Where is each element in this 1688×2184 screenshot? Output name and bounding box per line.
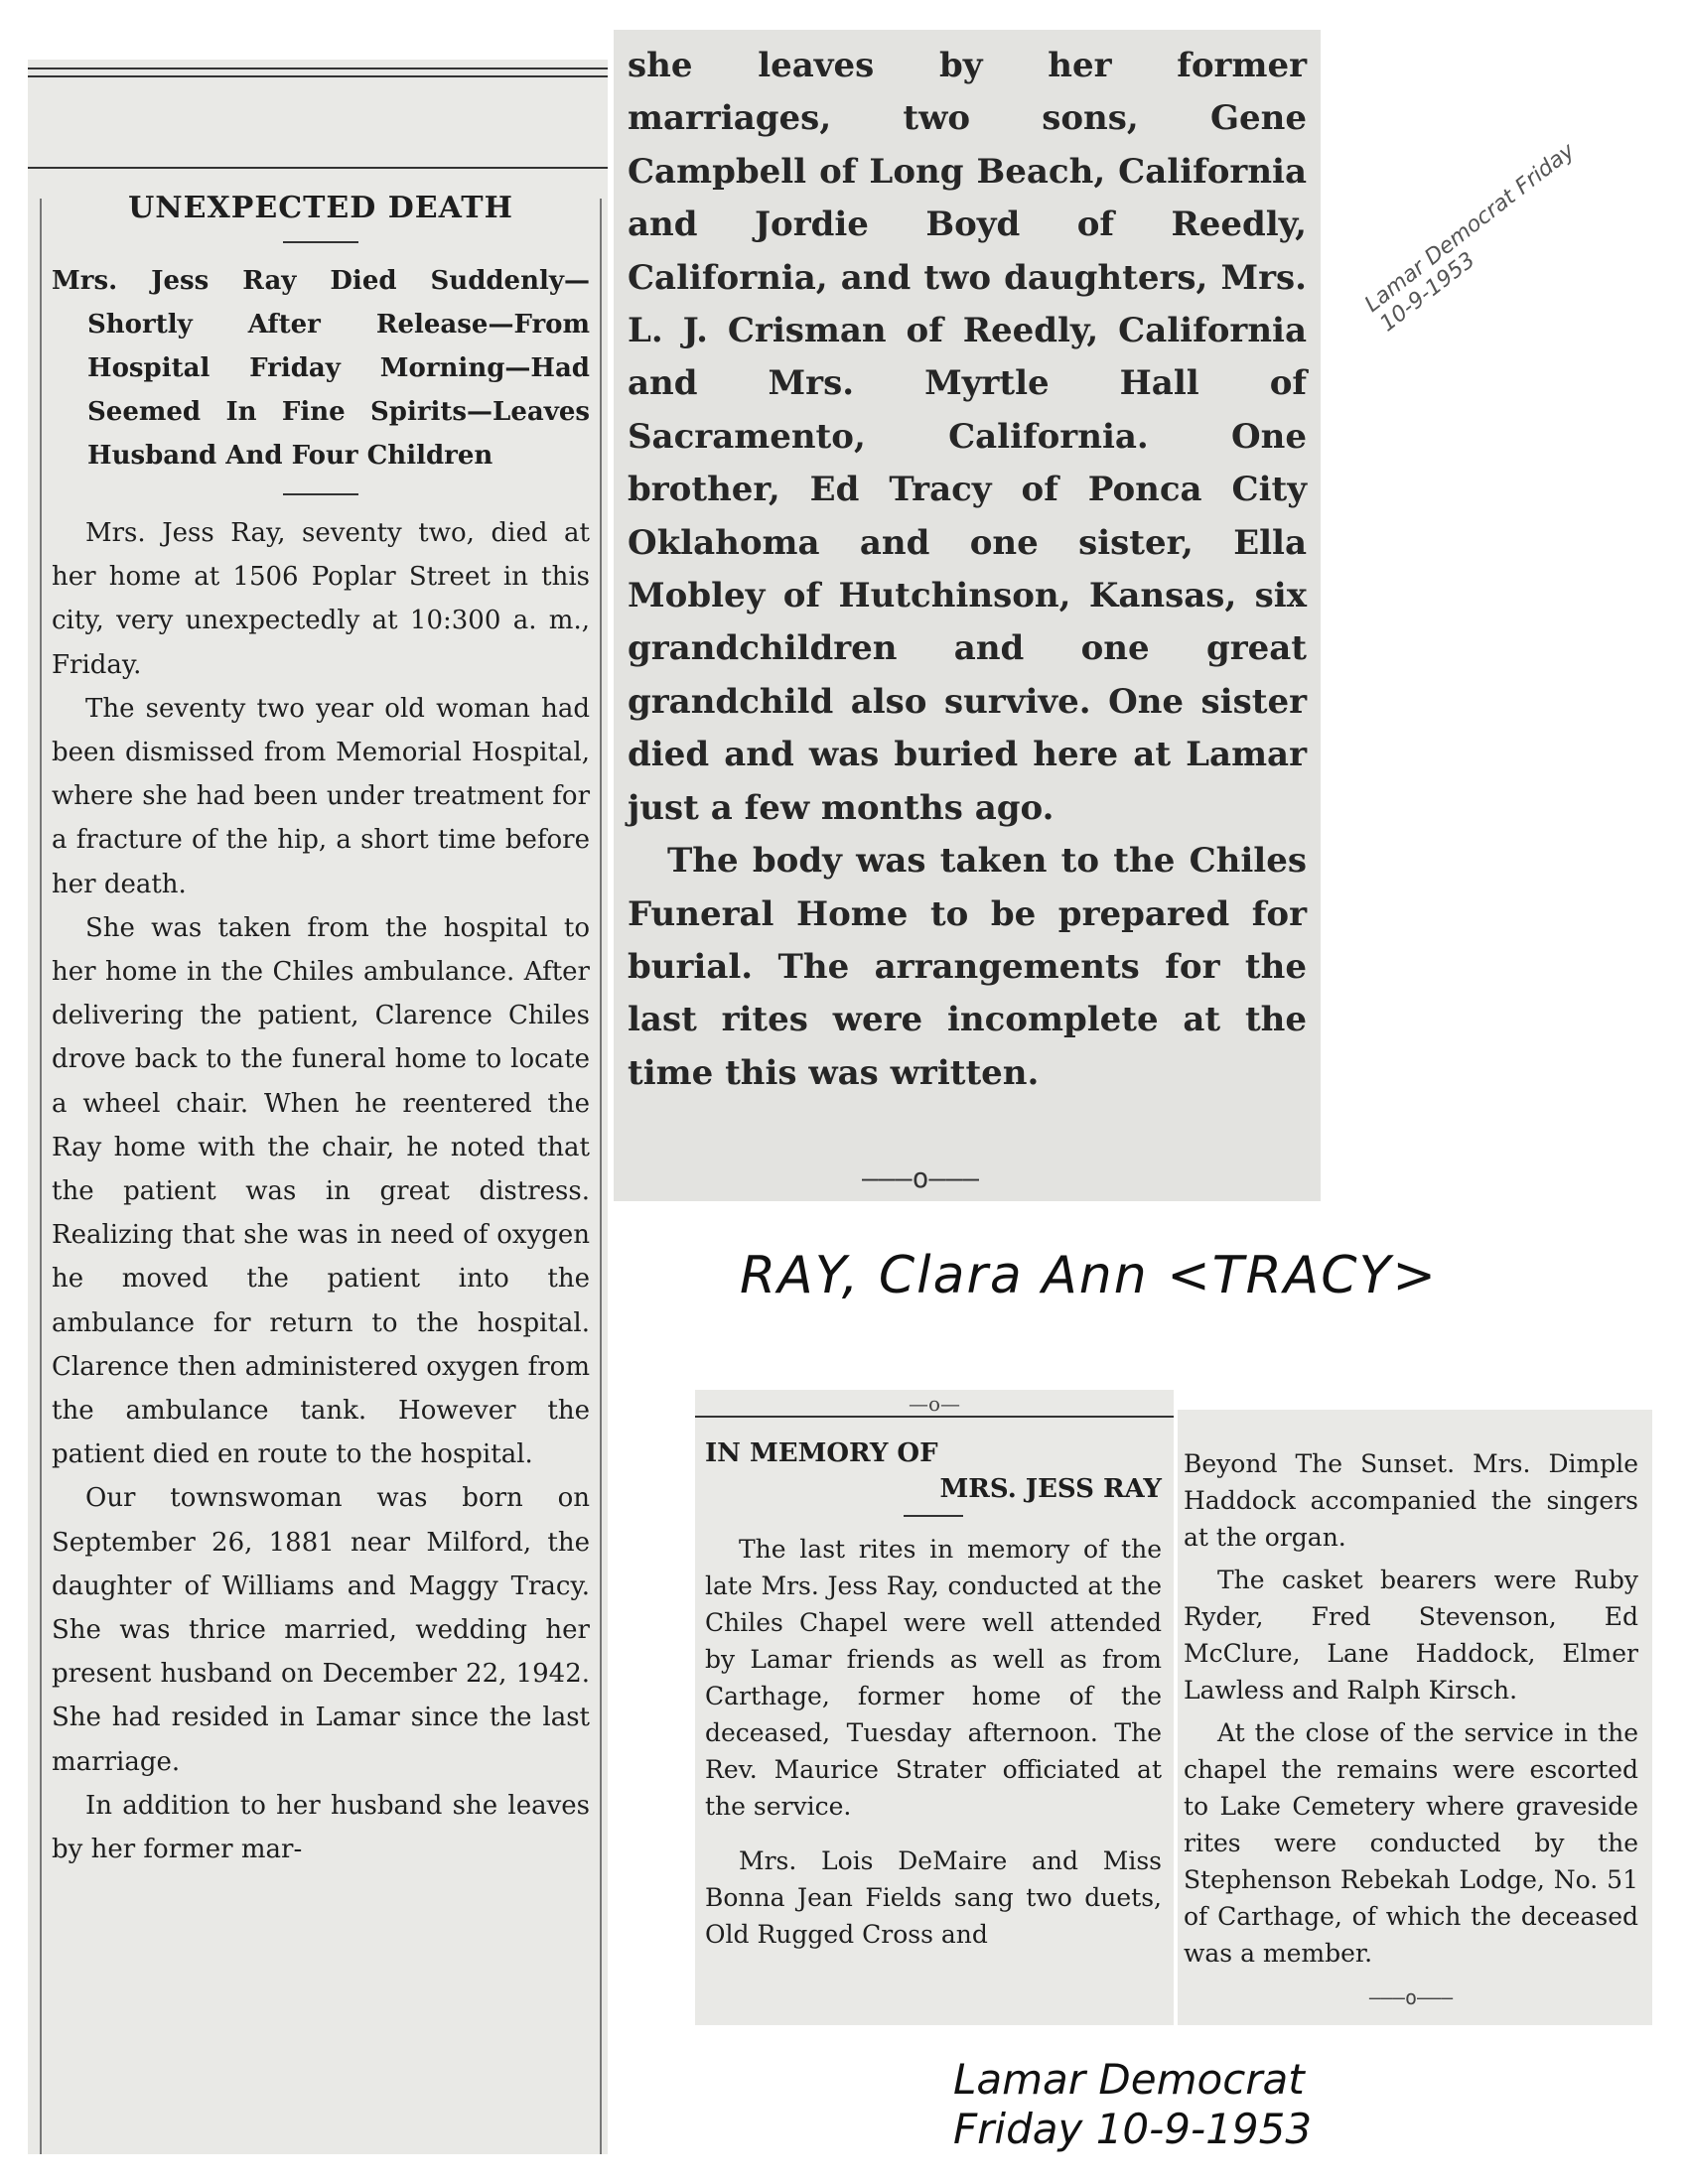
paragraph: Our townswoman was born on September 26, 1881 near Milford, the daughter of Williams and Maggy Tracy. She was thrice married, wedding her present husband on December 22, 1942. She had resided in Lamar since the last marriage.	[52, 1483, 590, 1777]
top-rule-2	[28, 75, 608, 77]
top-mark: —o—	[908, 1392, 961, 1416]
memorial-headline: IN MEMORY OF	[705, 1438, 938, 1468]
obituary-clipping-right	[614, 30, 1321, 1201]
memorial-headline: MRS. JESS RAY	[939, 1474, 1162, 1504]
end-mark: ———o———	[862, 1161, 980, 1194]
subheadline: Mrs. Jess Ray Died Suddenly—Shortly After Release—From Hospital Friday Morning—Had Seemed In Fine Spirits—Leaves Husband And Four Children	[52, 266, 590, 471]
headline: UNEXPECTED DEATH	[128, 191, 513, 225]
top-rule	[28, 68, 608, 69]
obituary-clipping-left	[28, 60, 608, 2154]
handwritten-side-note: Lamar Democrat Friday 10-9-1953	[1360, 138, 1580, 338]
handwritten-source: Lamar Democrat	[953, 2055, 1305, 2104]
divider	[904, 1515, 963, 1517]
column-rule	[40, 199, 42, 2154]
paragraph: The seventy two year old woman had been dismissed from Memorial Hospital, where she had been under treatment for a fracture of the hip, a short time before her death.	[52, 693, 590, 899]
memorial-clipping-left	[695, 1390, 1174, 2025]
paragraph: The casket bearers were Ruby Ryder, Fred Stevenson, Ed McClure, Lane Haddock, Elmer Lawless and Ralph Kirsch.	[1184, 1566, 1638, 1705]
paragraph: The body was taken to the Chiles Funeral Home to be prepared for burial. The arrangements for the last rites were incomplete at the time this was written.	[628, 841, 1307, 1093]
handwritten-date: Friday 10-9-1953	[953, 2105, 1313, 2153]
paragraph: Mrs. Lois DeMaire and Miss Bonna Jean Fields sang two duets, Old Rugged Cross and	[705, 1846, 1162, 1949]
paragraph: In addition to her husband she leaves by her former mar-	[52, 1790, 590, 1865]
column-rule	[600, 199, 602, 2154]
paragraph: At the close of the service in the chapel the remains were escorted to Lake Cemetery where graveside rites were conducted by the Stephenson Rebekah Lodge, No. 51 of Carthage, of which the deceased was a member.	[1184, 1718, 1638, 1968]
divider	[283, 241, 358, 243]
paragraph: The last rites in memory of the late Mrs. Jess Ray, conducted at the Chiles Chapel were well attended by Lamar friends as well as from Carthage, former home of the deceased, Tuesday afternoon. The Rev. Maurice Strater officiated at the service.	[705, 1535, 1162, 1821]
paragraph: she leaves by her former marriages, two sons, Gene Campbell of Long Beach, California and Jordie Boyd of Reedly, California, and two daughters, Mrs. L. J. Crisman of Reedly, California and Mrs. Myrtle Hall of Sacramento, California. One brother, Ed Tracy of Ponca City Oklahoma and one sister, Ella Mobley of Hutchinson, Kansas, six grandchildren and one great grandchild also survive. One sister died and was buried here at Lamar just a few months ago.	[628, 46, 1307, 828]
end-mark: ———o———	[1368, 1985, 1454, 2009]
paragraph: Mrs. Jess Ray, seventy two, died at her home at 1506 Poplar Street in this city, very unexpectedly at 10:300 a. m., Friday.	[52, 518, 590, 680]
paragraph: Beyond The Sunset. Mrs. Dimple Haddock accompanied the singers at the organ.	[1184, 1449, 1638, 1552]
handwritten-name: RAY, Clara Ann <TRACY>	[740, 1246, 1438, 1305]
divider	[283, 493, 358, 495]
paragraph: She was taken from the hospital to her home in the Chiles ambulance. After delivering the patient, Clarence Chiles drove back to the funeral home to locate a wheel chair. When he reentered the Ray home with the chair, he noted that the patient was in great distress. Realizing that she was in need of oxygen he moved the patient into the ambulance for return to the hospital. Clarence then administered oxygen from the ambulance tank. However the patient died en route to the hospital.	[52, 912, 590, 1470]
memorial-clipping-right	[1178, 1410, 1652, 2025]
